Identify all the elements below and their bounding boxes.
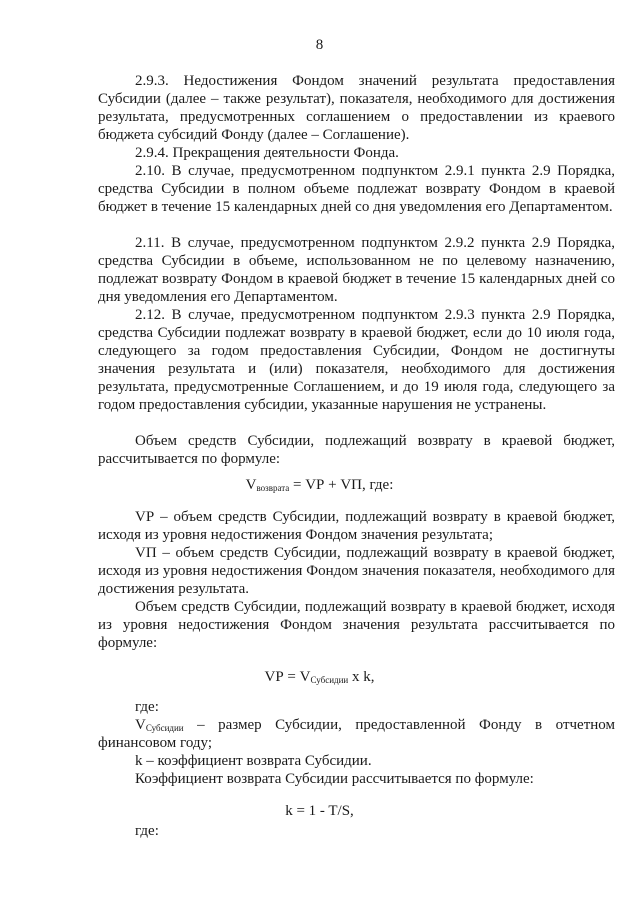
paragraph-2-10: 2.10. В случае, предусмотренном подпунктом 2.9.1 пункта 2.9 Порядка, средства Субсидии в полном объеме подлежат возврату Фондом в краевой бюджет в течение 15 календарных дней со дня уведомления его Департаментом. (98, 163, 615, 215)
formula-total-return (0, 476, 639, 494)
paragraph-2-9-4: 2.9.4. Прекращения деятельности Фонда. (135, 145, 399, 161)
where-label-2: где: (135, 823, 159, 839)
vsub-symbol: V (135, 717, 146, 733)
definition-k: k – коэффициент возврата Субсидии. (135, 753, 372, 769)
formula-vr (0, 668, 639, 686)
paragraph-volume-intro-2: Объем средств Субсидии, подлежащий возврату в краевой бюджет, исходя из уровня недостижения Фондом значения результата рассчитывается по формуле: (98, 599, 615, 651)
paragraph-2-12: 2.12. В случае, предусмотренном подпунктом 2.9.3 пункта 2.9 Порядка, средства Субсидии подлежат возврату в краевой бюджет, если до 10 июля года, следующего за годом предоставления Субсидии, Фондом не достигнуты значения результата и (или) показателя, необходимого для достижения результата, предусмотренные Соглашением, и до 19 июля года, следующего за годом предоставления субсидии, указанные нарушения не устранены. (98, 307, 615, 413)
paragraph-k-formula-intro: Коэффициент возврата Субсидии рассчитывается по формуле: (135, 771, 534, 787)
paragraph-2-11: 2.11. В случае, предусмотренном подпунктом 2.9.2 пункта 2.9 Порядка, средства Субсидии в объеме, использованном не по целевому назначению, подлежат возврату Фондом в краевой бюджет в течение 15 календарных дней со дня уведомления его Департаментом. (98, 235, 615, 305)
vsub-definition-text: – размер Субсидии, предоставленной Фонду в отчетном финансовом году; (98, 717, 615, 751)
where-label-1: где: (135, 699, 159, 715)
paragraph-2-9-3: 2.9.3. Недостижения Фондом значений результата предоставления Субсидии (далее – также результат), показателя, необходимого для достижения результата, предусмотренных соглашением о предоставлении из краевого бюджета субсидий Фонду (далее – Соглашение). (98, 73, 615, 143)
formula-vr-rhs: x k, (348, 669, 375, 685)
definition-vr: VР – объем средств Субсидии, подлежащий возврату в краевой бюджет, исходя из уровня недостижения Фондом значения результата; (98, 509, 615, 543)
definition-vp: VП – объем средств Субсидии, подлежащий возврату в краевой бюджет, исходя из уровня недостижения Фондом значения показателя, необходимого для достижения результата. (98, 545, 615, 597)
vsub-subscript: Субсидии (145, 723, 184, 733)
formula-vr-subscript: Субсидии (310, 675, 349, 685)
formula-k: k = 1 - T/S, (285, 803, 354, 819)
formula-vr-lhs: VР = V (264, 669, 311, 685)
formula-total-lhs: V (245, 477, 257, 493)
page-number: 8 (315, 37, 324, 53)
formula-total-rhs: = VР + VП, где: (289, 477, 394, 493)
paragraph-volume-intro: Объем средств Субсидии, подлежащий возврату в краевой бюджет, рассчитывается по формуле: (98, 433, 615, 467)
formula-total-subscript: возврата (256, 483, 290, 493)
definition-vsub (98, 716, 615, 752)
